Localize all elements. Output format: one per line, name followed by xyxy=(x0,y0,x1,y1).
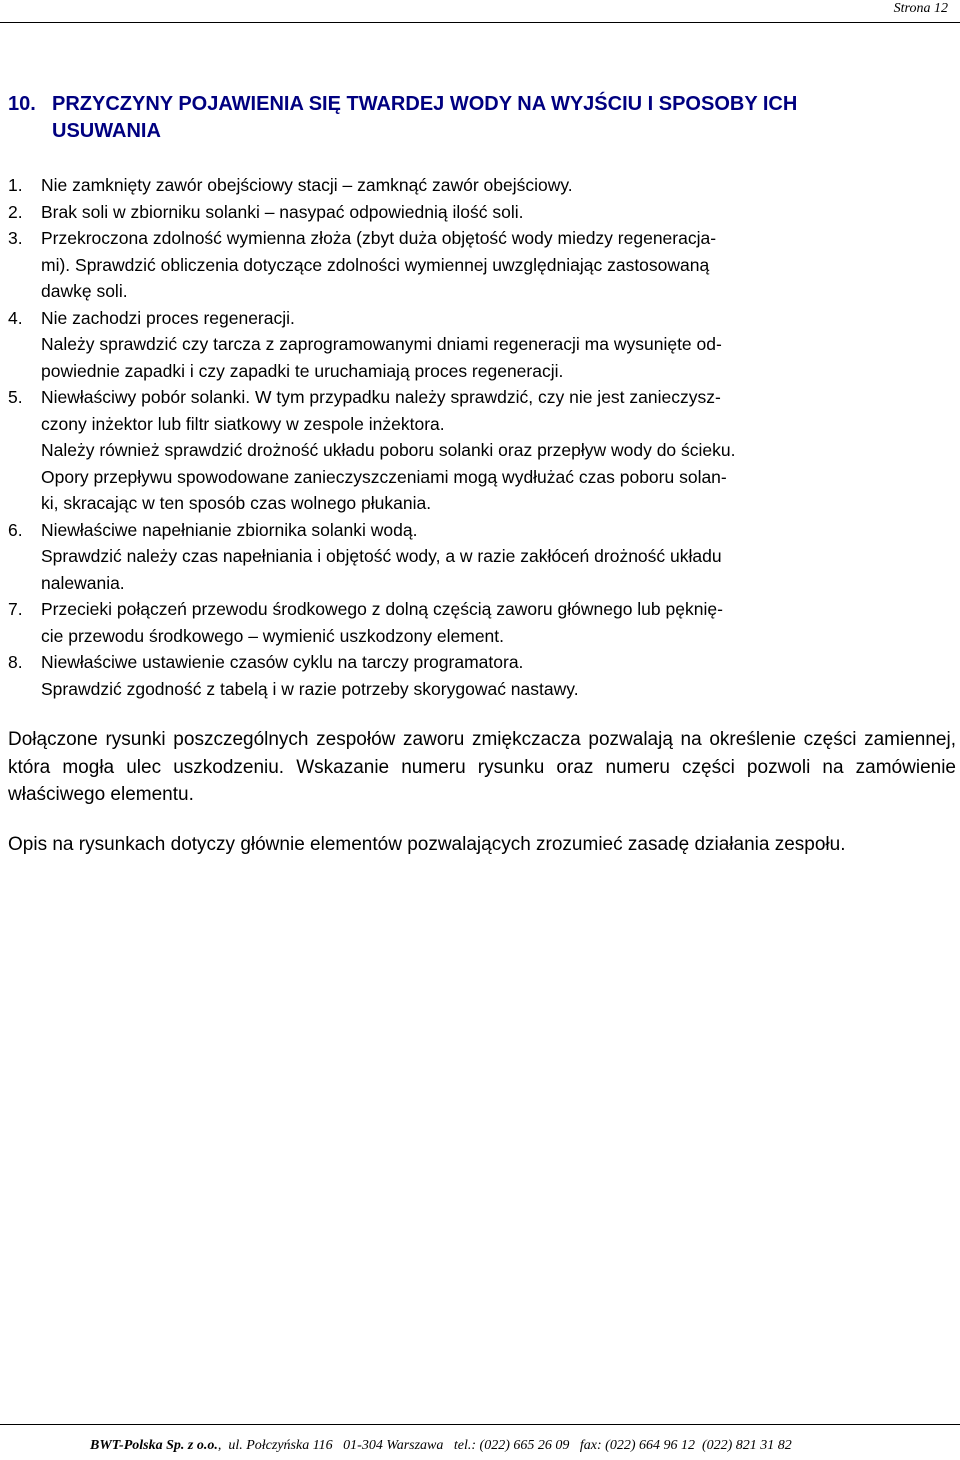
list-item-line: nalewania. xyxy=(41,572,125,593)
list-item xyxy=(8,172,956,199)
list-item-line: ki, skracając w ten sposób czas wolnego płukania. xyxy=(41,493,432,513)
list-item-text xyxy=(41,517,956,597)
list-item-number: 3. xyxy=(8,228,23,248)
list-item-line: Sprawdzić zgodność z tabelą i w razie potrzeby skorygować nastawy. xyxy=(41,678,579,699)
paragraph-drawings-info: Opis na rysunkach dotyczy głównie elementów pozwalających zrozumieć zasadę działania zespołu. xyxy=(8,834,846,855)
list-item-number: 7. xyxy=(8,599,23,619)
list-item-line: Nie zachodzi proces regeneracji. xyxy=(41,307,295,328)
list-item-line: dawkę soli. xyxy=(41,281,128,301)
list-item-text xyxy=(41,172,956,199)
page-footer xyxy=(0,1424,960,1460)
list-item-line: cie przewodu środkowego – wymienić uszkodzony element. xyxy=(41,625,505,646)
list-item-text xyxy=(41,199,956,226)
list-item-line: Niewłaściwy pobór solanki. W tym przypadku należy sprawdzić, czy nie jest zanieczysz- xyxy=(41,387,721,407)
section-number: 10. xyxy=(8,93,36,115)
page-header xyxy=(0,0,960,28)
list-item-line: Brak soli w zbiorniku solanki – nasypać odpowiednią ilość soli. xyxy=(41,201,524,222)
list-item xyxy=(8,596,956,649)
footer-tel: tel.: (022) 665 26 09 xyxy=(453,1438,570,1453)
paragraph-parts-info: Dołączone rysunki poszczególnych zespołów zaworu zmiękczacza pozwalają na określenie części zamiennej, która mogła ulec uszkodzeniu. Wskazanie numeru rysunku oraz numeru części pozwoli na zamówienie właściwego elementu. xyxy=(8,729,956,805)
list-item-line: Sprawdzić należy czas napełniania i objętość wody, a w razie zakłóceń drożność układu xyxy=(41,546,722,566)
list-item xyxy=(8,305,956,385)
section-title-text-cont: USUWANIA xyxy=(52,120,161,142)
list-item-text xyxy=(41,225,956,305)
list-item-line: Opory przepływu spowodowane zanieczyszczeniami mogą wydłużać czas poboru solan- xyxy=(41,466,727,487)
list-item-text xyxy=(41,649,956,702)
list-item xyxy=(8,199,956,226)
list-item xyxy=(8,649,956,702)
page-number: Strona 12 xyxy=(893,1,948,16)
list-item-line: mi). Sprawdzić obliczenia dotyczące zdolności wymiennej uwzględniając zastosowaną xyxy=(41,254,710,275)
footer-fax: fax: (022) 664 96 12 (022) 821 31 82 xyxy=(579,1438,792,1453)
section-title xyxy=(8,91,948,145)
list-item xyxy=(8,517,956,597)
list-item-text xyxy=(41,596,956,649)
section-title-line-2 xyxy=(8,118,948,145)
list-item-text xyxy=(41,305,956,385)
list-item-line: czony inżektor lub filtr siatkowy w zespole inżektora. xyxy=(41,413,445,434)
section-title-text: PRZYCZYNY POJAWIENIA SIĘ TWARDEJ WODY NA WYJŚCIU I SPOSOBY ICH xyxy=(52,93,798,115)
list-item-number: 8. xyxy=(8,652,23,672)
list-item-line: Niewłaściwe ustawienie czasów cyklu na tarczy programatora. xyxy=(41,652,524,672)
causes-list xyxy=(8,172,956,702)
list-item xyxy=(8,225,956,305)
list-item-line: Należy również sprawdzić drożność układu poboru solanki oraz przepływ wody do ścieku. xyxy=(41,440,736,460)
list-item-number: 4. xyxy=(8,307,23,328)
section-title-line-1 xyxy=(8,91,948,118)
list-item-number: 2. xyxy=(8,201,23,222)
header-divider xyxy=(0,22,960,23)
footer-text: BWT-Polska Sp. z o.o., ul. Połczyńska 116 01-304 Warszawa tel.: (022) 665 26 09 fax: (022) 664 96 12 (022) 821 31 82 xyxy=(90,1438,792,1453)
list-item-number: 1. xyxy=(8,175,23,195)
footer-address: ul. Połczyńska 116 01-304 Warszawa xyxy=(228,1438,444,1453)
footer-divider xyxy=(0,1424,960,1425)
list-item-line: powiednie zapadki i czy zapadki te uruchamiają proces regeneracji. xyxy=(41,360,564,381)
footer-company: BWT-Polska Sp. z o.o. xyxy=(90,1438,218,1453)
list-item-line: Nie zamknięty zawór obejściowy stacji – zamknąć zawór obejściowy. xyxy=(41,175,573,195)
list-item xyxy=(8,384,956,517)
list-item-number: 5. xyxy=(8,387,23,407)
list-item-number: 6. xyxy=(8,519,23,540)
list-item-line: Przecieki połączeń przewodu środkowego z dolną częścią zaworu głównego lub pęknię- xyxy=(41,599,723,619)
list-item-line: Niewłaściwe napełnianie zbiornika solanki wodą. xyxy=(41,519,418,540)
list-item-line: Należy sprawdzić czy tarcza z zaprogramowanymi dniami regeneracji ma wysunięte od- xyxy=(41,334,722,354)
list-item-text xyxy=(41,384,956,517)
list-item-line: Przekroczona zdolność wymienna złoża (zbyt duża objętość wody miedzy regeneracja- xyxy=(41,228,717,248)
